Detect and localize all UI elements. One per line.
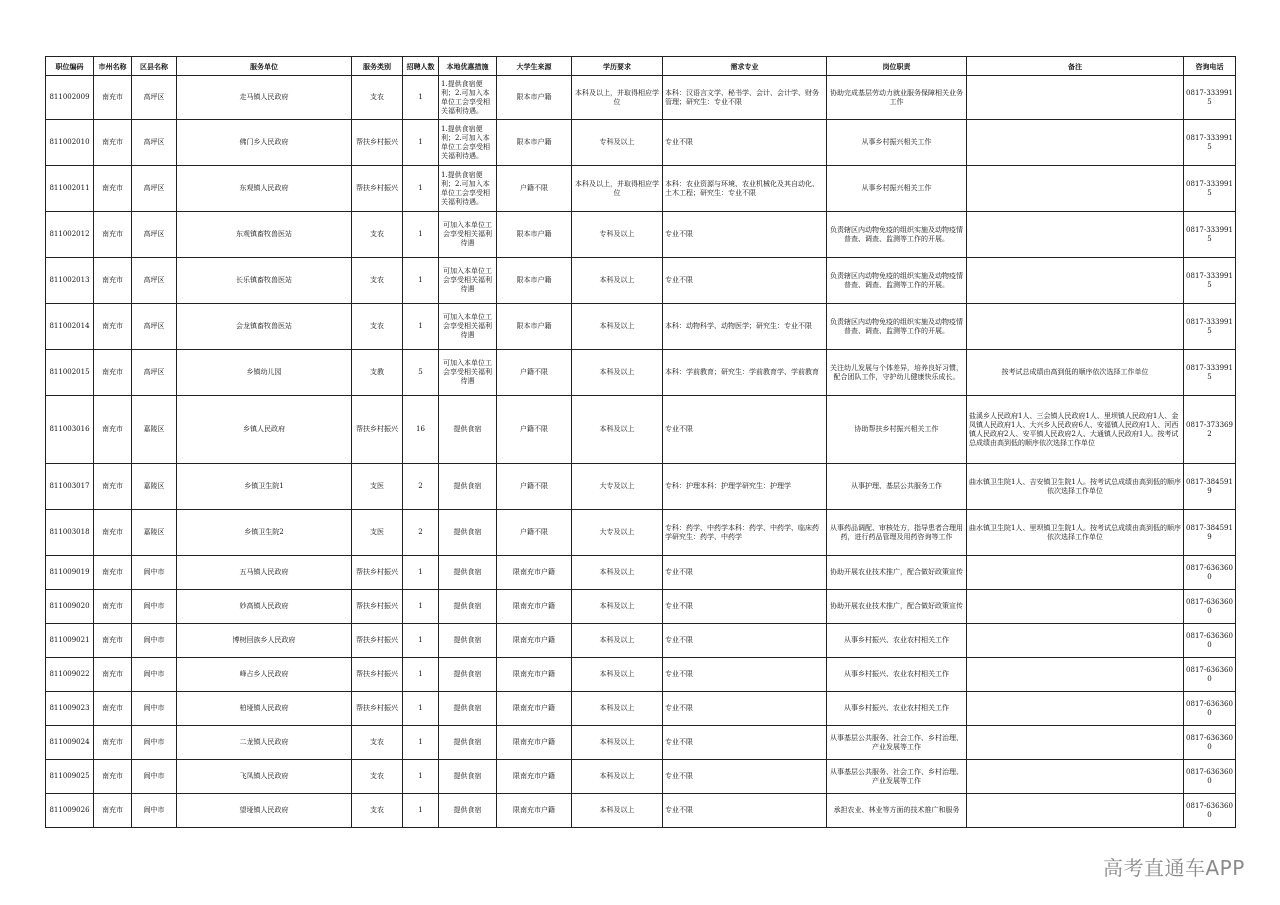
table-cell: 大专及以上 (572, 510, 663, 556)
column-header: 咨询电话 (1184, 57, 1236, 76)
table-cell: 提供食宿 (439, 464, 497, 510)
table-cell: 支农 (352, 726, 403, 760)
table-cell: 本科及以上 (572, 350, 663, 396)
table-cell: 从事基层公共服务、社会工作、乡村治理、产业发展等工作 (827, 760, 967, 794)
column-header: 区县名称 (132, 57, 177, 76)
table-row (46, 510, 1236, 556)
table-cell: 南充市 (94, 794, 132, 828)
table-cell: 专科及以上 (572, 120, 663, 166)
table-cell: 提供食宿 (439, 510, 497, 556)
table-cell: 0817-6363600 (1184, 658, 1236, 692)
table-cell (967, 624, 1184, 658)
table-row (46, 794, 1236, 828)
table-row (46, 212, 1236, 258)
table-cell: 1.提供食宿便利；2.可加入本单位工会享受相关福利待遇。 (439, 76, 497, 120)
table-header-row (46, 57, 1236, 76)
table-cell: 提供食宿 (439, 760, 497, 794)
table-cell: 限本市户籍 (497, 212, 572, 258)
recruitment-table (45, 56, 1236, 828)
table-cell: 限本市户籍 (497, 258, 572, 304)
table-cell: 南充市 (94, 396, 132, 464)
table-cell: 南充市 (94, 350, 132, 396)
table-cell: 峰占乡人民政府 (177, 658, 352, 692)
table-cell: 本科及以上 (572, 624, 663, 658)
table-cell: 曲水镇卫生院1人、吉安镇卫生院1人。按考试总成绩由高到低的顺序依次选择工作单位 (967, 464, 1184, 510)
table-cell: 帮扶乡村振兴 (352, 556, 403, 590)
table-cell (967, 794, 1184, 828)
table-cell: 承担农业、林业等方面的技术推广和服务 (827, 794, 967, 828)
table-row (46, 556, 1236, 590)
table-cell: 本科及以上 (572, 556, 663, 590)
table-cell: 南充市 (94, 658, 132, 692)
table-cell: 0817-6363600 (1184, 590, 1236, 624)
table-cell: 1 (403, 590, 439, 624)
table-row (46, 76, 1236, 120)
table-cell: 支农 (352, 760, 403, 794)
table-cell (967, 304, 1184, 350)
table-cell: 阆中市 (132, 658, 177, 692)
table-cell: 专业不限 (663, 120, 827, 166)
table-cell: 提供食宿 (439, 794, 497, 828)
table-cell: 本科及以上 (572, 692, 663, 726)
table-cell: 1 (403, 658, 439, 692)
table-cell (967, 658, 1184, 692)
table-cell: 1 (403, 212, 439, 258)
table-cell: 限南充市户籍 (497, 658, 572, 692)
table-cell: 乡镇卫生院2 (177, 510, 352, 556)
table-cell: 可加入本单位工会享受相关福利待遇 (439, 350, 497, 396)
table-row (46, 350, 1236, 396)
table-cell: 户籍不限 (497, 396, 572, 464)
table-cell: 专业不限 (663, 624, 827, 658)
table-cell: 专业不限 (663, 794, 827, 828)
table-cell: 0817-3339915 (1184, 258, 1236, 304)
table-cell: 提供食宿 (439, 396, 497, 464)
table-cell: 16 (403, 396, 439, 464)
table-cell: 高坪区 (132, 76, 177, 120)
table-cell: 811009019 (46, 556, 94, 590)
table-cell: 0817-6363600 (1184, 624, 1236, 658)
column-header: 备注 (967, 57, 1184, 76)
table-row (46, 396, 1236, 464)
table-cell (967, 166, 1184, 212)
table-cell: 按考试总成绩由高到低的顺序依次选择工作单位 (967, 350, 1184, 396)
table-cell: 阆中市 (132, 624, 177, 658)
table-cell: 负责辖区内动物免疫的组织实施及动物疫情普查、调查、监测等工作的开展。 (827, 304, 967, 350)
table-cell: 从事乡村振兴、农业农村相关工作 (827, 624, 967, 658)
table-cell: 协助完成基层劳动力就业服务保障相关业务工作 (827, 76, 967, 120)
table-cell: 限南充市户籍 (497, 556, 572, 590)
table-cell: 柏垭镇人民政府 (177, 692, 352, 726)
table-cell (967, 590, 1184, 624)
table-cell: 支教 (352, 350, 403, 396)
table-cell: 阆中市 (132, 692, 177, 726)
table-cell: 811009023 (46, 692, 94, 726)
table-cell: 本科及以上 (572, 794, 663, 828)
table-cell: 阆中市 (132, 794, 177, 828)
table-row (46, 726, 1236, 760)
table-cell: 关注幼儿发展与个体差异，培养良好习惯，配合团队工作，守护幼儿健康快乐成长。 (827, 350, 967, 396)
table-cell: 限本市户籍 (497, 304, 572, 350)
table-cell (967, 120, 1184, 166)
table-row (46, 760, 1236, 794)
table-cell: 专业不限 (663, 590, 827, 624)
table-cell: 支医 (352, 510, 403, 556)
table-cell: 1 (403, 120, 439, 166)
table-cell: 协助帮扶乡村振兴相关工作 (827, 396, 967, 464)
table-cell: 支农 (352, 258, 403, 304)
table-cell: 妙高镇人民政府 (177, 590, 352, 624)
table-cell: 从事乡村振兴、农业农村相关工作 (827, 692, 967, 726)
table-cell: 南充市 (94, 624, 132, 658)
table-cell: 811009021 (46, 624, 94, 658)
table-cell: 0817-3339915 (1184, 212, 1236, 258)
table-cell: 南充市 (94, 304, 132, 350)
table-cell (967, 556, 1184, 590)
table-cell: 0817-3339915 (1184, 350, 1236, 396)
table-cell: 1 (403, 624, 439, 658)
table-cell: 811003018 (46, 510, 94, 556)
table-cell: 乡镇卫生院1 (177, 464, 352, 510)
table-cell: 南充市 (94, 760, 132, 794)
table-cell: 二龙镇人民政府 (177, 726, 352, 760)
table-cell: 本科及以上 (572, 258, 663, 304)
table-cell: 限南充市户籍 (497, 624, 572, 658)
table-cell: 专科及以上 (572, 212, 663, 258)
table-cell: 本科及以上，并取得相应学位 (572, 76, 663, 120)
table-cell: 支医 (352, 464, 403, 510)
table-cell: 曲水镇卫生院1人、里坝镇卫生院1人。按考试总成绩由高到低的顺序依次选择工作单位 (967, 510, 1184, 556)
table-cell: 帮扶乡村振兴 (352, 120, 403, 166)
table-cell: 限南充市户籍 (497, 794, 572, 828)
table-cell: 支农 (352, 212, 403, 258)
table-cell: 帮扶乡村振兴 (352, 590, 403, 624)
table-cell: 户籍不限 (497, 510, 572, 556)
table-cell: 811009020 (46, 590, 94, 624)
table-cell: 支农 (352, 794, 403, 828)
table-cell: 阆中市 (132, 760, 177, 794)
table-cell: 专业不限 (663, 556, 827, 590)
table-cell: 博树回族乡人民政府 (177, 624, 352, 658)
table-cell (967, 692, 1184, 726)
table-cell: 1.提供食宿便利；2.可加入本单位工会享受相关福利待遇。 (439, 120, 497, 166)
table-cell: 帮扶乡村振兴 (352, 396, 403, 464)
table-cell: 0817-3845919 (1184, 510, 1236, 556)
column-header: 大学生来源 (497, 57, 572, 76)
watermark-text: 高考直通车APP (1103, 856, 1245, 880)
table-cell: 提供食宿 (439, 556, 497, 590)
table-cell: 帮扶乡村振兴 (352, 692, 403, 726)
table-cell: 1 (403, 726, 439, 760)
table-cell: 提供食宿 (439, 692, 497, 726)
table-cell: 协助开展农业技术推广，配合做好政策宣传 (827, 556, 967, 590)
table-cell: 户籍不限 (497, 166, 572, 212)
table-cell: 811003017 (46, 464, 94, 510)
table-row (46, 120, 1236, 166)
table-cell: 本科：学前教育；研究生：学前教育学、学前教育 (663, 350, 827, 396)
table-cell: 1 (403, 166, 439, 212)
table-cell: 0817-3339915 (1184, 166, 1236, 212)
table-cell: 1 (403, 304, 439, 350)
table-cell: 南充市 (94, 590, 132, 624)
table-cell: 嘉陵区 (132, 464, 177, 510)
table-cell: 专业不限 (663, 258, 827, 304)
table-cell: 0817-3339915 (1184, 120, 1236, 166)
table-cell: 高坪区 (132, 166, 177, 212)
table-cell: 2 (403, 464, 439, 510)
table-cell: 本科：汉语言文学、秘书学、会计、会计学、财务管理；研究生：专业不限 (663, 76, 827, 120)
table-cell: 5 (403, 350, 439, 396)
table-row (46, 166, 1236, 212)
table-cell: 走马镇人民政府 (177, 76, 352, 120)
table-cell: 南充市 (94, 510, 132, 556)
table-cell: 从事护理、基层公共服务工作 (827, 464, 967, 510)
table-cell: 高坪区 (132, 350, 177, 396)
table-cell: 高坪区 (132, 258, 177, 304)
table-cell: 从事乡村振兴相关工作 (827, 166, 967, 212)
column-header: 需求专业 (663, 57, 827, 76)
table-cell: 本科及以上 (572, 658, 663, 692)
table-cell: 五马镇人民政府 (177, 556, 352, 590)
table-cell (967, 760, 1184, 794)
table-cell: 专业不限 (663, 658, 827, 692)
table-cell: 飞凤镇人民政府 (177, 760, 352, 794)
table-cell: 提供食宿 (439, 726, 497, 760)
table-cell: 本科：动物科学、动物医学；研究生：专业不限 (663, 304, 827, 350)
table-cell: 望垭镇人民政府 (177, 794, 352, 828)
table-body (46, 76, 1236, 828)
table-cell: 从事乡村振兴、农业农村相关工作 (827, 658, 967, 692)
column-header: 岗位职责 (827, 57, 967, 76)
table-cell: 限本市户籍 (497, 120, 572, 166)
table-cell: 0817-6363600 (1184, 760, 1236, 794)
table-cell: 提供食宿 (439, 624, 497, 658)
table-cell: 协助开展农业技术推广，配合做好政策宣传 (827, 590, 967, 624)
table-cell: 专业不限 (663, 760, 827, 794)
table-cell: 佛门乡人民政府 (177, 120, 352, 166)
table-cell: 可加入本单位工会享受相关福利待遇 (439, 212, 497, 258)
table-cell: 0817-6363600 (1184, 556, 1236, 590)
table-cell: 支农 (352, 304, 403, 350)
table-cell: 专科：药学、中药学本科：药学、中药学、临床药学研究生：药学、中药学 (663, 510, 827, 556)
table-cell: 本科及以上 (572, 726, 663, 760)
column-header: 服务单位 (177, 57, 352, 76)
table-cell: 1 (403, 692, 439, 726)
column-header: 学历要求 (572, 57, 663, 76)
table-cell: 0817-6363600 (1184, 692, 1236, 726)
table-row (46, 624, 1236, 658)
table-cell: 南充市 (94, 212, 132, 258)
table-cell: 限南充市户籍 (497, 590, 572, 624)
column-header: 本地优惠措施 (439, 57, 497, 76)
column-header: 职位编码 (46, 57, 94, 76)
table-cell: 帮扶乡村振兴 (352, 658, 403, 692)
table-cell: 负责辖区内动物免疫的组织实施及动物疫情普查、调查、监测等工作的开展。 (827, 258, 967, 304)
table-cell: 0817-3339915 (1184, 76, 1236, 120)
table-cell: 2 (403, 510, 439, 556)
table-cell: 负责辖区内动物免疫的组织实施及动物疫情普查、调查、监测等工作的开展。 (827, 212, 967, 258)
table-cell: 乡镇人民政府 (177, 396, 352, 464)
table-cell: 户籍不限 (497, 464, 572, 510)
table-cell: 南充市 (94, 464, 132, 510)
table-cell: 限南充市户籍 (497, 760, 572, 794)
table-cell (967, 212, 1184, 258)
table-cell: 811002009 (46, 76, 94, 120)
table-cell: 811002011 (46, 166, 94, 212)
table-cell: 811003016 (46, 396, 94, 464)
table-cell: 东观镇畜牧兽医站 (177, 212, 352, 258)
table-cell: 盐溪乡人民政府1人、三会镇人民政府1人、里坝镇人民政府1人、金凤镇人民政府1人、大兴乡人民政府6人、安福镇人民政府1人、河西镇人民政府2人、安平镇人民政府2人、大通镇人民政府1人。按考试总成绩由高到低的顺序依次选择工作单位 (967, 396, 1184, 464)
table-cell: 可加入本单位工会享受相关福利待遇 (439, 304, 497, 350)
table-cell: 乡镇幼儿园 (177, 350, 352, 396)
column-header: 招聘人数 (403, 57, 439, 76)
table-cell: 南充市 (94, 556, 132, 590)
table-cell: 811009022 (46, 658, 94, 692)
table-cell: 1 (403, 760, 439, 794)
table-cell: 可加入本单位工会享受相关福利待遇 (439, 258, 497, 304)
table-cell: 专科：护理本科：护理学研究生：护理学 (663, 464, 827, 510)
table-cell: 南充市 (94, 120, 132, 166)
table-cell: 限南充市户籍 (497, 726, 572, 760)
table-cell: 811009026 (46, 794, 94, 828)
table-cell: 811009024 (46, 726, 94, 760)
table-cell: 0817-3733692 (1184, 396, 1236, 464)
table-cell: 南充市 (94, 76, 132, 120)
table-cell: 长乐镇畜牧兽医站 (177, 258, 352, 304)
table-cell: 1.提供食宿便利；2.可加入本单位工会享受相关福利待遇。 (439, 166, 497, 212)
table-row (46, 658, 1236, 692)
table-cell: 811002012 (46, 212, 94, 258)
table-cell: 南充市 (94, 726, 132, 760)
table-cell: 嘉陵区 (132, 396, 177, 464)
table-cell: 帮扶乡村振兴 (352, 166, 403, 212)
table-cell (967, 76, 1184, 120)
table-cell: 从事基层公共服务、社会工作、乡村治理、产业发展等工作 (827, 726, 967, 760)
table-cell: 会龙镇畜牧兽医站 (177, 304, 352, 350)
table-cell: 限南充市户籍 (497, 692, 572, 726)
table-cell: 本科及以上，并取得相应学位 (572, 166, 663, 212)
table-cell: 嘉陵区 (132, 510, 177, 556)
table-cell: 0817-6363600 (1184, 794, 1236, 828)
table-cell: 811002015 (46, 350, 94, 396)
table-cell: 本科及以上 (572, 590, 663, 624)
table-cell: 0817-3845919 (1184, 464, 1236, 510)
table-cell: 阆中市 (132, 556, 177, 590)
table-cell: 高坪区 (132, 120, 177, 166)
table-cell: 1 (403, 794, 439, 828)
table-row (46, 464, 1236, 510)
table-cell: 从事乡村振兴相关工作 (827, 120, 967, 166)
table-cell: 提供食宿 (439, 590, 497, 624)
table-cell: 高坪区 (132, 212, 177, 258)
table-cell: 南充市 (94, 166, 132, 212)
table-cell: 本科及以上 (572, 304, 663, 350)
table-cell: 811002013 (46, 258, 94, 304)
table-cell: 专业不限 (663, 212, 827, 258)
table-cell: 从事药品调配、审核处方，指导患者合理用药，进行药品管理及用药咨询等工作 (827, 510, 967, 556)
table-cell: 专业不限 (663, 396, 827, 464)
table-cell: 限本市户籍 (497, 76, 572, 120)
table-cell: 811002010 (46, 120, 94, 166)
table-cell: 南充市 (94, 692, 132, 726)
table-cell: 0817-3339915 (1184, 304, 1236, 350)
table-row (46, 692, 1236, 726)
table-cell: 0817-6363600 (1184, 726, 1236, 760)
table-cell: 提供食宿 (439, 658, 497, 692)
table-cell (967, 258, 1184, 304)
table-row (46, 304, 1236, 350)
table-cell: 本科及以上 (572, 396, 663, 464)
table-cell: 本科：农业资源与环境、农业机械化及其自动化、土木工程；研究生：专业不限 (663, 166, 827, 212)
table-cell: 户籍不限 (497, 350, 572, 396)
table-cell: 东观镇人民政府 (177, 166, 352, 212)
table-cell: 811002014 (46, 304, 94, 350)
table-cell: 南充市 (94, 258, 132, 304)
table-cell: 本科及以上 (572, 760, 663, 794)
table-cell: 阆中市 (132, 726, 177, 760)
column-header: 市州名称 (94, 57, 132, 76)
table-cell: 1 (403, 76, 439, 120)
table-cell: 帮扶乡村振兴 (352, 624, 403, 658)
table-cell: 专业不限 (663, 692, 827, 726)
table-cell (967, 726, 1184, 760)
table-cell: 1 (403, 556, 439, 590)
table-cell: 支农 (352, 76, 403, 120)
table-cell: 高坪区 (132, 304, 177, 350)
table-row (46, 258, 1236, 304)
table-cell: 811009025 (46, 760, 94, 794)
table-cell: 1 (403, 258, 439, 304)
table-cell: 阆中市 (132, 590, 177, 624)
table-cell: 专业不限 (663, 726, 827, 760)
table-cell: 大专及以上 (572, 464, 663, 510)
column-header: 服务类别 (352, 57, 403, 76)
table-row (46, 590, 1236, 624)
